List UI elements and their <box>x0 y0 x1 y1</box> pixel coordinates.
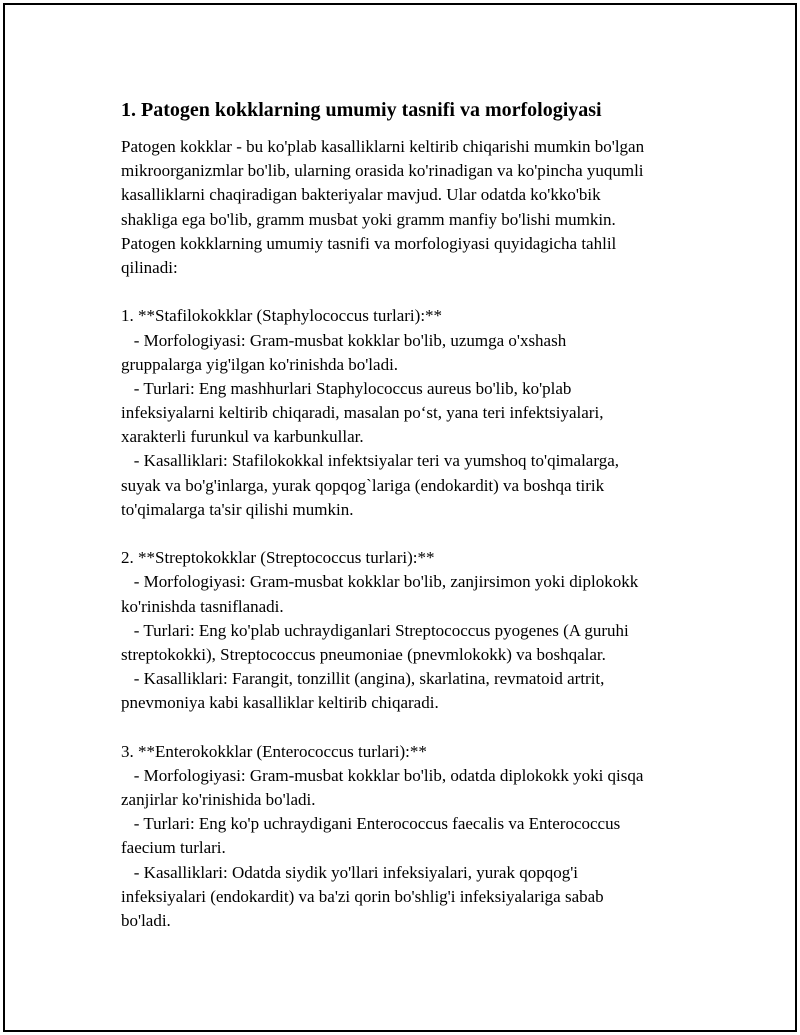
text-line: - Turlari: Eng mashhurlari Staphylococcus aureus bo'lib, ko'plab <box>121 378 572 398</box>
text-line: - Turlari: Eng ko'plab uchraydiganlari Streptococcus pyogenes (A guruhi <box>121 620 629 640</box>
text-line: - Kasalliklari: Stafilokokkal infektsiyalar teri va yumshoq to'qimalarga, <box>121 451 619 471</box>
document-heading: 1. Patogen kokklarning umumiy tasnifi va morfologiyasi <box>121 99 602 121</box>
blank-line <box>121 280 681 304</box>
text-line: faecium turlari. <box>121 838 226 858</box>
text-line: Patogen kokklarning umumiy tasnifi va morfologiyasi quyidagicha tahlil <box>121 233 617 253</box>
page-frame <box>3 3 797 1032</box>
text-line: - Morfologiyasi: Gram-musbat kokklar bo'lib, odatda diplokokk yoki qisqa <box>121 765 644 785</box>
text-line: - Kasalliklari: Odatda siydik yo'llari infeksiyalari, yurak qopqog'i <box>121 862 578 882</box>
text-line: kasalliklarni chaqiradigan bakteriyalar mavjud. Ular odatda ko'kko'bik <box>121 185 601 205</box>
text-line: qilinadi: <box>121 257 178 277</box>
text-line: xarakterli furunkul va karbunkullar. <box>121 427 364 447</box>
text-line: - Morfologiyasi: Gram-musbat kokklar bo'lib, zanjirsimon yoki diplokokk <box>121 572 639 592</box>
text-line: ko'rinishda tasniflanadi. <box>121 596 284 616</box>
blank-line <box>121 522 681 546</box>
text-line: pnevmoniya kabi kasalliklar keltirib chiqaradi. <box>121 693 439 713</box>
text-line: - Morfologiyasi: Gram-musbat kokklar bo'lib, uzumga o'xshash <box>121 330 567 350</box>
text-line: zanjirlar ko'rinishida bo'ladi. <box>121 790 316 810</box>
text-line: shakliga ega bo'lib, gramm musbat yoki gramm manfiy bo'lishi mumkin. <box>121 209 616 229</box>
document-text <box>121 135 681 933</box>
text-line: 3. **Enterokokklar (Enterococcus turlari):** <box>121 741 427 761</box>
text-line: bo'ladi. <box>121 911 171 930</box>
text-line: 2. **Streptokokklar (Streptococcus turlari):** <box>121 548 435 568</box>
text-line: infeksiyalarni keltirib chiqaradi, masalan po‘st, yana teri infektsiyalari, <box>121 403 604 423</box>
blank-line <box>121 716 681 740</box>
text-line: - Turlari: Eng ko'p uchraydigani Enterococcus faecalis va Enterococcus <box>121 814 621 834</box>
text-line: 1. **Stafilokokklar (Staphylococcus turlari):** <box>121 306 443 326</box>
text-line: mikroorganizmlar bo'lib, ularning orasida ko'rinadigan va ko'pincha yuqumli <box>121 161 644 181</box>
text-line: to'qimalarga ta'sir qilishi mumkin. <box>121 499 354 519</box>
text-line: infeksiyalari (endokardit) va ba'zi qorin bo'shlig'i infeksiyalariga sabab <box>121 886 604 906</box>
text-line: streptokokki), Streptococcus pneumoniae (pnevmlokokk) va boshqalar. <box>121 644 606 664</box>
text-line: Patogen kokklar - bu ko'plab kasalliklarni keltirib chiqarishi mumkin bo'lgan <box>121 137 645 156</box>
text-line: suyak va bo'g'inlarga, yurak qopqog`lariga (endokardit) va boshqa tirik <box>121 475 605 495</box>
document-body <box>121 97 681 933</box>
text-line: gruppalarga yig'ilgan ko'rinishda bo'ladi. <box>121 354 399 374</box>
text-line: - Kasalliklari: Farangit, tonzillit (angina), skarlatina, revmatoid artrit, <box>121 669 605 689</box>
